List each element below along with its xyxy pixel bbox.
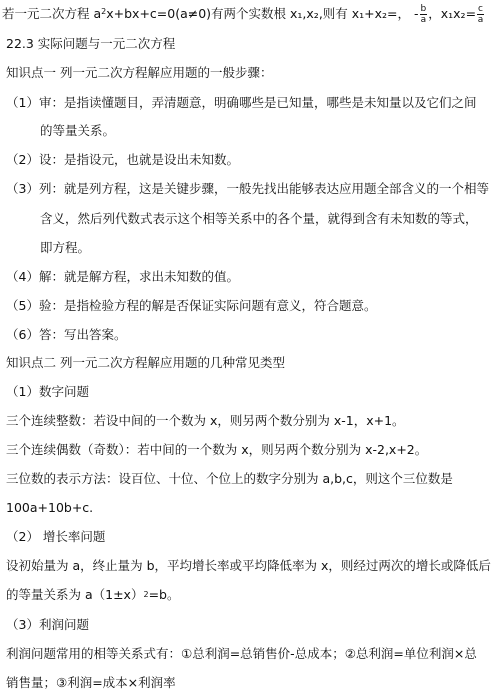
growth-rate-line-b — [6, 587, 179, 603]
type-1-title: （1）数字问题 — [6, 384, 89, 399]
profit-line-a: 利润问题常用的相等关系式有：①总利润=总销售价-总成本；②总利润=单位利润×总 — [6, 646, 477, 661]
formula-eq: x+bx+c=0(a≠0)有两个实数根 x₁,x₂,则有 x₁+x₂=， — [106, 6, 411, 21]
step-1-line-a: （1）审：是指读懂题目，弄清题意，明确哪些是已知量，哪些是未知量以及它们之间 — [6, 95, 477, 110]
formula-line — [2, 4, 485, 25]
section-title: 22.3 实际问题与一元二次方程 — [6, 36, 176, 51]
step-3-line-c: 即方程。 — [40, 240, 91, 255]
step-3-line-b: 含义，然后列代数式表示这个相等关系中的各个量，就得到含有未知数的等式， — [40, 211, 478, 226]
growth-rate-sup: 2 — [143, 590, 149, 599]
step-5: （5）验：是指检验方程的解是否保证实际问题有意义，符合题意。 — [6, 298, 377, 313]
consecutive-even-odd: 三个连续偶数（奇数）：若中间的一个数为 x，则另两个数分别为 x-2,x+2。 — [6, 442, 428, 457]
kp2-title: 知识点二 列一元二次方程解应用题的几种常见类型 — [6, 355, 285, 370]
formula-mid: ，x₁x₂= — [428, 6, 477, 21]
fraction-b-over-a: $\frac{b}{a}$ — [420, 4, 427, 25]
formula-prefix: 若一元二次方程 a — [2, 6, 102, 21]
three-digit-expression: 100a+10b+c. — [6, 500, 94, 515]
step-2: （2）设：是指设元，也就是设出未知数。 — [6, 152, 239, 167]
profit-line-b: 销售量；③利润=成本×利润率 — [6, 675, 176, 690]
three-digit-number: 三位数的表示方法：设百位、十位、个位上的数字分别为 a,b,c，则这个三位数是 — [6, 471, 453, 486]
growth-rate-post: =b。 — [148, 587, 180, 602]
step-1-line-b: 的等量关系。 — [40, 123, 116, 138]
growth-rate-line-a: 设初始量为 a，终止量为 b，平均增长率或平均降低率为 x，则经过两次的增长或降低后 — [6, 558, 491, 573]
type-2-title: （2） 增长率问题 — [6, 529, 106, 544]
kp1-title: 知识点一 列一元二次方程解应用题的一般步骤： — [6, 65, 273, 80]
type-3-title: （3）利润问题 — [6, 617, 89, 632]
growth-rate-pre: 的等量关系为 a（1±x） — [6, 587, 144, 602]
formula-neg: - — [414, 6, 419, 21]
formula-sup: 2 — [101, 7, 107, 16]
consecutive-integers: 三个连续整数：若设中间的一个数为 x，则另两个数分别为 x-1，x+1。 — [6, 413, 405, 428]
step-6: （6）答：写出答案。 — [6, 327, 127, 342]
step-4: （4）解：就是解方程，求出未知数的值。 — [6, 269, 239, 284]
fraction-c-over-a: $\frac{c}{a}$ — [477, 4, 484, 25]
step-3-line-a: （3）列：就是列方程，这是关键步骤，一般先找出能够表达应用题全部含义的一个相等 — [6, 181, 489, 196]
